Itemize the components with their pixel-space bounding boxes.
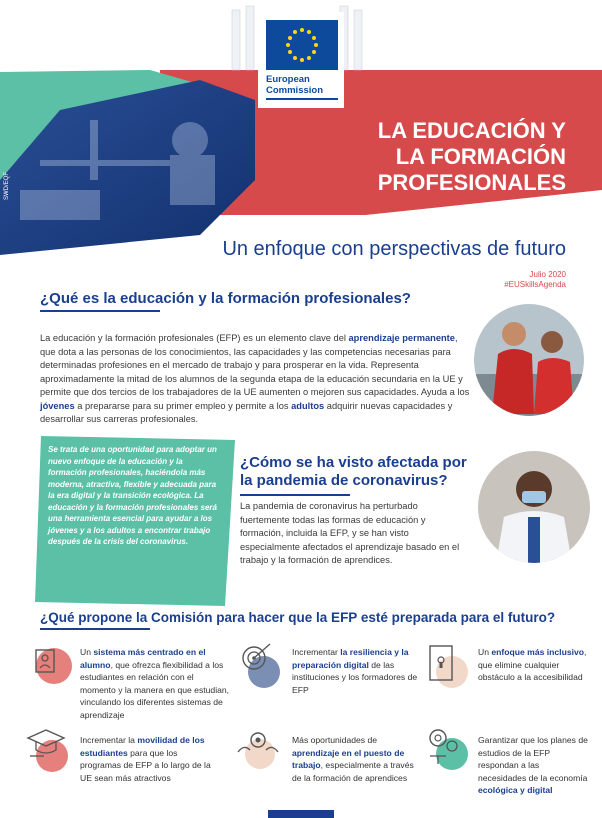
date: Julio 2020 [529,270,566,279]
commission-logo-text [266,74,338,100]
heading-underline [40,628,150,630]
hands-gear-icon [234,722,282,770]
section2-heading: ¿Cómo se ha visto afectada por la pandemia de coronavirus? [240,454,467,489]
target-icon [236,642,284,690]
proposal-4 [80,734,220,784]
gears-icon [422,722,470,770]
side-code: SWD/EQF [4,172,10,200]
proposal-3 [478,646,588,684]
text-run: , que ofrezca flexibilidad a los estudiantes en relación con el momento y la manera en que estudian, vinculando los diferentes sistemas de aprendizaje [80,659,230,720]
title-line2: LA FORMACIÓN [395,144,566,169]
text-run: adquirir nuevas capacidades y desarrollar sus carreras profesionales. [40,400,453,424]
text-bold: movilidad de los estudiantes [80,735,205,758]
section1 [40,290,411,312]
footer-bar [268,810,334,818]
hashtag: #EUSkillsAgenda [504,280,566,289]
text-run: , que dota a las personas de los conocimientos, las capacidades y las competencias necesarias para determinadas profesiones en el mercado de trabajo y para prosperar en la vida. Representa aproximadamente la mitad de los alumnos de la segunda etapa de la educación secundaria en la UE y permite que dos tercios de los trabajadores de la UE aumenten o mejoren sus capacidades. Ayuda a los [40,333,470,397]
text-bold: sistema más centrado en el alumno [80,647,206,670]
proposal-2 [292,646,432,696]
door-icon [422,642,470,690]
photo-workshop [474,304,584,416]
section3 [40,610,555,630]
org-line2: Commission [266,85,324,96]
text-run: Incrementar la [80,735,138,745]
proposal-6 [478,734,588,797]
graduation-icon [24,726,72,774]
section2-paragraph: La pandemia de coronavirus ha perturbado fuertemente todas las formas de educación y formación, incluida la EFP, y se han visto especialmente afectados el aprendizaje basado en el trabajo y la formación de aprendices. [240,501,460,565]
proposal-5 [292,734,422,784]
text-run: , especialmente a través de la formación de aprendices [292,760,414,783]
text-bold: ecológica y digital [478,785,553,795]
text-run: Más oportunidades de [292,735,378,745]
text-run: Incrementar [292,647,341,657]
text-run: a prepararse para su primer empleo y permite a los [74,400,292,411]
page-subtitle: Un enfoque con perspectivas de futuro [222,238,566,260]
text-bold: enfoque más inclusivo [491,647,585,657]
title-line3: PROFESIONALES [377,170,566,195]
photo-nurse [478,451,590,563]
text-bold: la resiliencia y la preparación digital [292,647,409,670]
text-run: Un [478,647,492,657]
text-run: Garantizar que los planes de estudios de la EFP respondan a las necesidades de la economía [478,735,588,783]
section1-paragraph [40,332,470,427]
text-run: , que elimine cualquier obstáculo a la accesibilidad [478,647,587,682]
heading-underline [40,310,160,312]
eu-flag-icon [266,20,338,70]
org-line1: European [266,74,310,85]
person-doc-icon [30,642,78,690]
text-run: para que los programas de EFP a lo largo de la UE sean más atractivos [80,747,211,783]
proposal-1 [80,646,230,721]
text-run: La educación y la formación profesionales (EFP) es un elemento clave del [40,333,349,343]
text-run: de las instituciones y los formadores de EFP [292,659,418,695]
text-bold: aprendizaje permanente [348,333,455,343]
quote-text: Se trata de una oportunidad para adoptar un nuevo enfoque de la educación y la formación profesionales, haciéndola más moderna, atractiva, flexible y adecuada para la era digital y la transición ecológica. La educación y la formación profesionales será una herramienta esencial para ayudar a los jóvenes y a los adultos a encontrar trabajo después de la crisis del coronavirus. [48,445,217,546]
text-bold: aprendizaje en el puesto de trabajo [292,747,405,770]
text-run: Un [80,647,94,657]
heading-underline [240,494,350,496]
section3-heading: ¿Qué propone la Comisión para hacer que la EFP esté preparada para el futuro? [40,610,556,625]
date-block [504,270,566,290]
title-line1: LA EDUCACIÓN Y [377,118,566,143]
text-bold: adultos [291,400,325,411]
text-bold: jóvenes [40,400,75,411]
page-title [336,118,566,196]
section1-heading: ¿Qué es la educación y la formación profesionales? [40,290,411,307]
